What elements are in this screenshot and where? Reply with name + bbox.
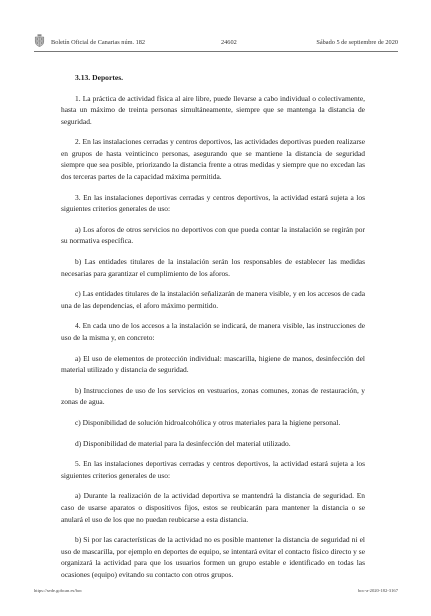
paragraph-4c: c) Disponibilidad de solución hidroalcohólica y otros materiales para la higiene personal. [75,417,341,427]
paragraph-3: 3. En las instalaciones deportivas cerradas y centros deportivos, la actividad estará sujeta a los siguientes criterios generales de uso: [61,192,365,214]
coat-of-arms-icon [34,34,45,47]
paragraph-3a: a) Los aforos de otros servicios no deportivos con que pueda contar la instalación se regirán por su normativa específica. [61,224,365,246]
section-title: 3.13. Deportes. [75,73,124,82]
paragraph-4d: d) Disponibilidad de material para la desinfección del material utilizado. [75,438,291,448]
paragraph-5: 5. En las instalaciones deportivas cerradas y centros deportivos, la actividad estará sujeta a los siguientes criterios generales de uso: [61,459,365,480]
header-divider [34,51,398,52]
paragraph-3c: c) Las entidades titulares de la instalación señalizarán de manera visible, y en los accesos de cada una de las dependencias, el aforo máximo permitido. [61,289,365,310]
paragraph-5b: b) Si por las características de la actividad no es posible mantener la distancia de seguridad ni el uso de mascarilla, por ejemplo en deportes de equipo, se intentará evitar el contacto físico directo y se organizará la actividad para que los usuarios formen un grupo estable e identificado en todas las ocasiones (equipo) evitando su contacto con otros grupos. [61,535,365,579]
journal-name: Boletín Oficial de Canarias núm. 182 [51,39,146,46]
document-body [61,72,365,581]
paragraph-4a: a) El uso de elementos de protección individual: mascarilla, higiene de manos, desinfección del material utilizado y distancia de seguridad. [61,353,365,375]
publication-date: Sábado 5 de septiembre de 2020 [316,39,398,46]
paragraph-4b: b) Instrucciones de uso de los servicios en vestuarios, zonas comunes, zonas de restauración, y zonas de agua. [61,385,365,407]
paragraph-5a: a) Durante la realización de la actividad deportiva se mantendrá la distancia de seguridad. En caso de usarse aparatos o dispositivos fijos, estos se reubicarán para mantener la distancia o se anulará el uso de los que no puedan reubicarse a esta distancia. [61,491,365,524]
paragraph-1: 1. La práctica de actividad física al aire libre, puede llevarse a cabo individual o colectivamente, hasta un máximo de treinta personas simultáneamente, siempre que se mantenga la distancia de seguridad. [61,93,365,126]
paragraph-3b: b) Las entidades titulares de la instalación serán los responsables de establecer las medidas necesarias para garantizar el cumplimiento de los aforos. [61,257,365,278]
footer-url-link[interactable]: https://sede.gobcan.es/boc [34,588,83,593]
page-header [34,36,398,50]
page-number: 24602 [221,39,237,46]
document-cve: boc-a-2020-182-3167 [357,588,398,593]
paragraph-4: 4. En cada uno de los accesos a la instalación se indicará, de manera visible, las instrucciones de uso de la misma y, en concreto: [61,321,365,342]
paragraph-2: 2. En las instalaciones cerradas y centros deportivos, las actividades deportivas pueden realizarse en grupos de hasta veinticinco personas, asegurando que se mantiene la distancia de seguridad siempre que sea posible, priorizando la distancia frente a otras medidas y siempre que no excedan las dos terceras partes de la capacidad máxima permitida. [61,137,365,182]
